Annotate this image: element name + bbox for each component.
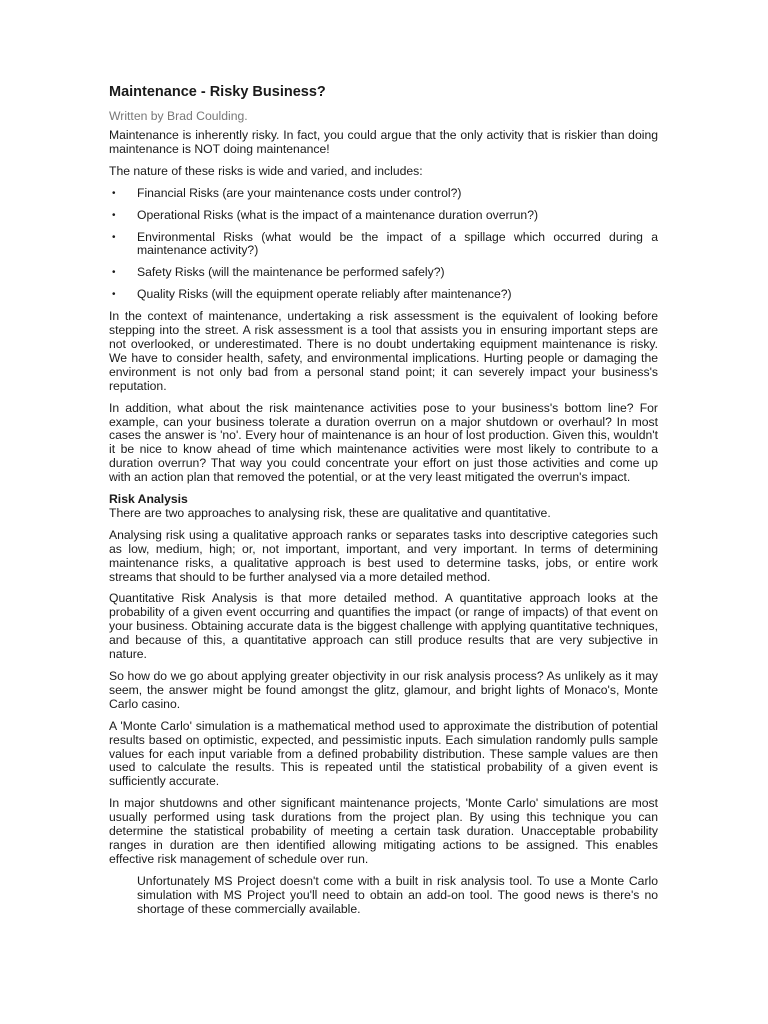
shutdowns-paragraph: In major shutdowns and other significant maintenance projects, 'Monte Carlo' simulations are most usually performed using task durations from the project plan. By using this technique you can determine the statistical probability of meeting a certain task duration. Unacceptable probability ranges in duration are then identified allowing mitigating actions to be assigned. This enables effective risk management of schedule over run.: [109, 796, 658, 866]
bottom-line-paragraph: In addition, what about the risk maintenance activities pose to your business's bottom line? For example, can your business tolerate a duration overrun on a major shutdown or overhaul? In most cases the answer is 'no'. Every hour of maintenance is an hour of lost production. Given this, wouldn't it be nice to know ahead of time which maintenance activities were most likely to contribute to a duration overrun? That way you could concentrate your effort on just those activities and come up with an action plan that removed the potential, or at the very least mitigated the overrun's impact.: [109, 400, 658, 485]
list-item: [109, 266, 658, 280]
ms-project-paragraph: Unfortunately MS Project doesn't come with a built in risk analysis tool. To use a Monte Carlo simulation with MS Project you'll need to obtain an add-on tool. The good news is there's no shortage of these commercially available.: [137, 873, 658, 916]
list-item: [109, 288, 658, 302]
bullet-icon: •: [112, 209, 116, 221]
bullet-icon: •: [112, 267, 116, 279]
bullet-icon: •: [112, 187, 116, 199]
list-item-text: Quality Risks (will the equipment operate reliably after maintenance?): [137, 287, 512, 302]
context-paragraph: In the context of maintenance, undertaking a risk assessment is the equivalent of looking before stepping into the street. A risk assessment is a tool that assists you in ensuring important steps are not overlooked, or underestimated. There is no doubt undertaking equipment maintenance is risky. We have to consider health, safety, and environmental implications. Hurting people or damaging the environment is not only bad from a personal stand point; it can severely impact your business's reputation.: [109, 309, 658, 393]
list-item: [109, 187, 658, 201]
document-page: [109, 82, 658, 925]
article-byline: Written by Brad Coulding.: [109, 109, 248, 123]
bullet-icon: •: [112, 231, 116, 243]
risk-list: [109, 187, 658, 302]
monaco-paragraph: So how do we go about applying greater objectivity in our risk analysis process? As unlikely as it may seem, the answer might be found amongst the glitz, glamour, and bright lights of Monaco's, Monte Carlo casino.: [109, 669, 658, 711]
list-intro-paragraph: The nature of these risks is wide and varied, and includes:: [109, 163, 423, 178]
quantitative-paragraph: Quantitative Risk Analysis is that more detailed method. A quantitative approach looks at the probability of a given event occurring and quantifies the impact (or range of impacts) of that event on your business. Obtaining accurate data is the biggest challenge with applying quantitative techniques, and because of this, a quantitative approach can still produce results that are very subjective in nature.: [109, 591, 658, 662]
intro-paragraph: Maintenance is inherently risky. In fact, you could argue that the only activity that is riskier than doing maintenance is NOT doing maintenance!: [109, 128, 658, 156]
list-item-text: Financial Risks (are your maintenance costs under control?): [137, 185, 462, 200]
section-heading: Risk Analysis: [109, 492, 188, 507]
qualitative-paragraph: Analysing risk using a qualitative approach ranks or separates tasks into descriptive categories such as low, medium, high; or, not important, important, and very important. In terms of determining maintenance risks, a qualitative approach is best used to determine tasks, jobs, or entire work streams that should to be further analysed via a more detailed method.: [109, 527, 658, 584]
list-item-text: Environmental Risks (what would be the impact of a spillage which occurred during a maintenance activity?): [137, 229, 658, 258]
monte-carlo-paragraph: A 'Monte Carlo' simulation is a mathematical method used to approximate the distribution of potential results based on optimistic, expected, and pessimistic inputs. Each simulation randomly pulls sample values for each input variable from a defined probability distribution. These sample values are then used to calculate the results. This is repeated until the statistical probability of a given event is sufficiently accurate.: [109, 718, 658, 789]
article-title: Maintenance - Risky Business?: [109, 84, 326, 100]
bullet-icon: •: [112, 289, 116, 301]
list-item-text: Operational Risks (what is the impact of a maintenance duration overrun?): [137, 207, 539, 222]
approaches-paragraph: There are two approaches to analysing risk, these are qualitative and quantitative.: [109, 505, 551, 520]
list-item: [109, 231, 658, 259]
list-item-text: Safety Risks (will the maintenance be performed safely?): [137, 265, 445, 280]
list-item: [109, 209, 658, 223]
